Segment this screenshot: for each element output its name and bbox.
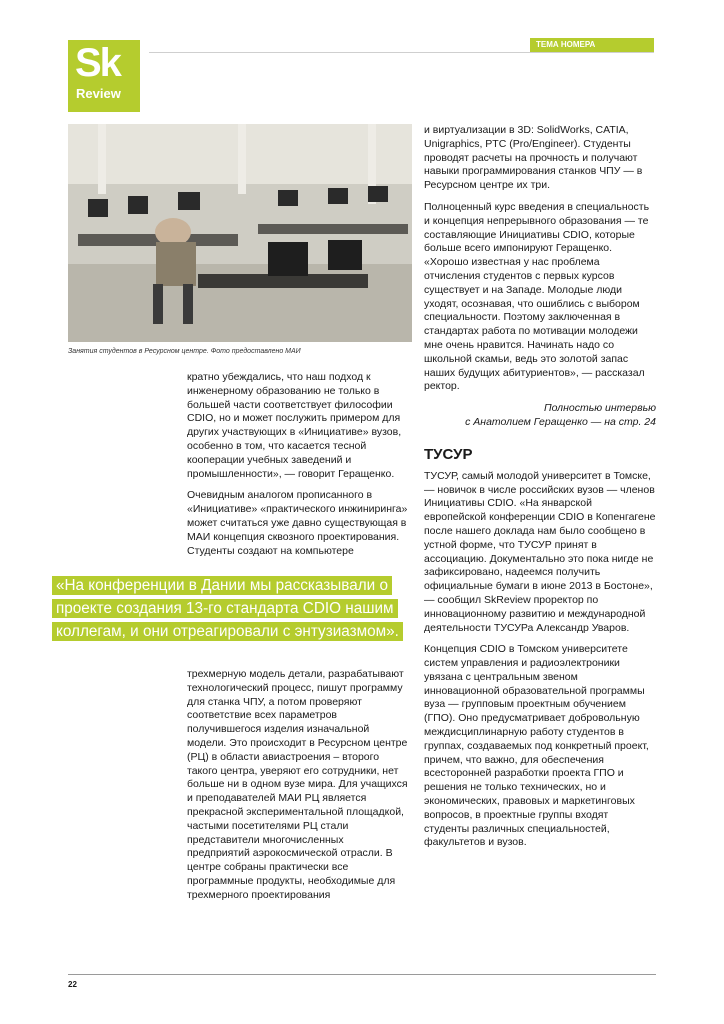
pull-quote (52, 574, 412, 643)
interview-reference-line-1: Полностью интервью (543, 402, 656, 415)
interview-reference (424, 402, 656, 430)
body-paragraph: Полноценный курс введения в специальность и концепция непрерывного образования — те составляющие Инициативы CDIO, которые больше всего импонируют Геращенко. «Хорошо известная у нас проблема отчисления студентов с первых курсов существует и на Западе. Молодые люди уходят, осознавая, что ошиблись с выбором специальности. Поэтому заключенная в стандартах работа по мотивации молодежи мне очень нравится. Начинать надо со школьной скамьи, ведь это золотой запас наших будущих абитуриентов», — рассказал ректор. (424, 200, 650, 393)
header-rule (149, 52, 654, 53)
article-column-middle-bottom (187, 668, 409, 911)
skreview-logo (68, 40, 140, 112)
body-paragraph: кратно убеждались, что наш подход к инженерному образованию не только в большей части соответствует философии CDIO, но и может послужить примером для других участвующих в «Инициативе» вузов, особенно в том, что касается тесной кооперации учебных заведений и промышленности», — говорит Геращенко. (187, 371, 402, 480)
body-paragraph: и виртуализации в 3D: SolidWorks, CATIA, Unigraphics, PTC (Pro/Engineer). Студенты проводят расчеты на прочность и получают навыки программирования станков ЧПУ — в Ресурсном центре их три. (424, 124, 643, 192)
pull-quote-text: «На конференции в Дании мы рассказывали о проекте создания 13-го стандарта CDIO нашим коллегам, и они отреагировали с энтузиазмом». (52, 576, 403, 641)
body-paragraph: Очевидным аналогом прописанного в «Инициативе» «практического инжиниринга» может считаться уже давно существующая в МАИ концепция сквозного проектирования. Студенты создают на компьютере (187, 489, 408, 557)
section-heading-tusur: ТУСУР (424, 445, 473, 463)
interview-reference-line-2: с Анатолием Геращенко — на стр. 24 (465, 415, 656, 428)
body-paragraph: Концепция CDIO в Томском университете систем управления и радиоэлектроники увязана с центральным звеном инновационной образовательной программы вуза — групповым проектным обучением (ГПО). Оно предусматривает добровольную междисциплинарную работу студентов в группах, создаваемых под конкретный проект, причем, что важно, для обеспечения всесторонней разработки проекта ГПО и решения не только технических, но и экономических, правовых и маркетинговых вопросов, в проектные группы входят студенты различных специальностей, факультетов и вузов. (424, 643, 649, 849)
article-column-middle-top (187, 371, 409, 566)
classroom-photo-illustration (68, 124, 412, 342)
page-number: 22 (68, 980, 77, 989)
photo-caption: Занятия студентов в Ресурсном центре. Фото предоставлено МАИ (68, 348, 301, 355)
body-paragraph: трехмерную модель детали, разрабатывают технологический процесс, пишут программу для станка ЧПУ, а потом проверяют соответствие всех параметров получившегося изделия изначальной модели. Это происходит в Ресурсном центре (РЦ) в области авиастроения – второго такого центра, уверяют его сотрудники, нет больше ни в одном вузе мира. Для учащихся и преподавателей МАИ РЦ является прекрасной экспериментальной площадкой, частыми посетителями РЦ стали представители многочисленных предприятий аэрокосмической отрасли. В центре собраны практически все программные продукты, необходимые для трехмерного проектирования (187, 668, 408, 901)
logo-review-text: Review (76, 86, 121, 101)
body-paragraph: ТУСУР, самый молодой университет в Томске, — новичок в числе российских вузов — членов Инициативы CDIO. «На январской европейской конференции CDIO в Копенгагене после нашего доклада нам было сообщено в устной форме, что ТУСУР принят в ассоциацию. Документально это пока нигде не зафиксировано, надеемся получить официальные бумаги в июне 2013 в Бостоне», — сообщил SkReview проректор по инновационному развитию и международной деятельности ТУСУРа Александр Уваров. (424, 469, 656, 634)
footer-rule (68, 974, 656, 975)
logo-sk-text: Sk (75, 41, 120, 85)
article-column-right (424, 124, 656, 858)
section-tag: ТЕМА НОМЕРА (530, 38, 654, 52)
article-photo (68, 124, 412, 342)
